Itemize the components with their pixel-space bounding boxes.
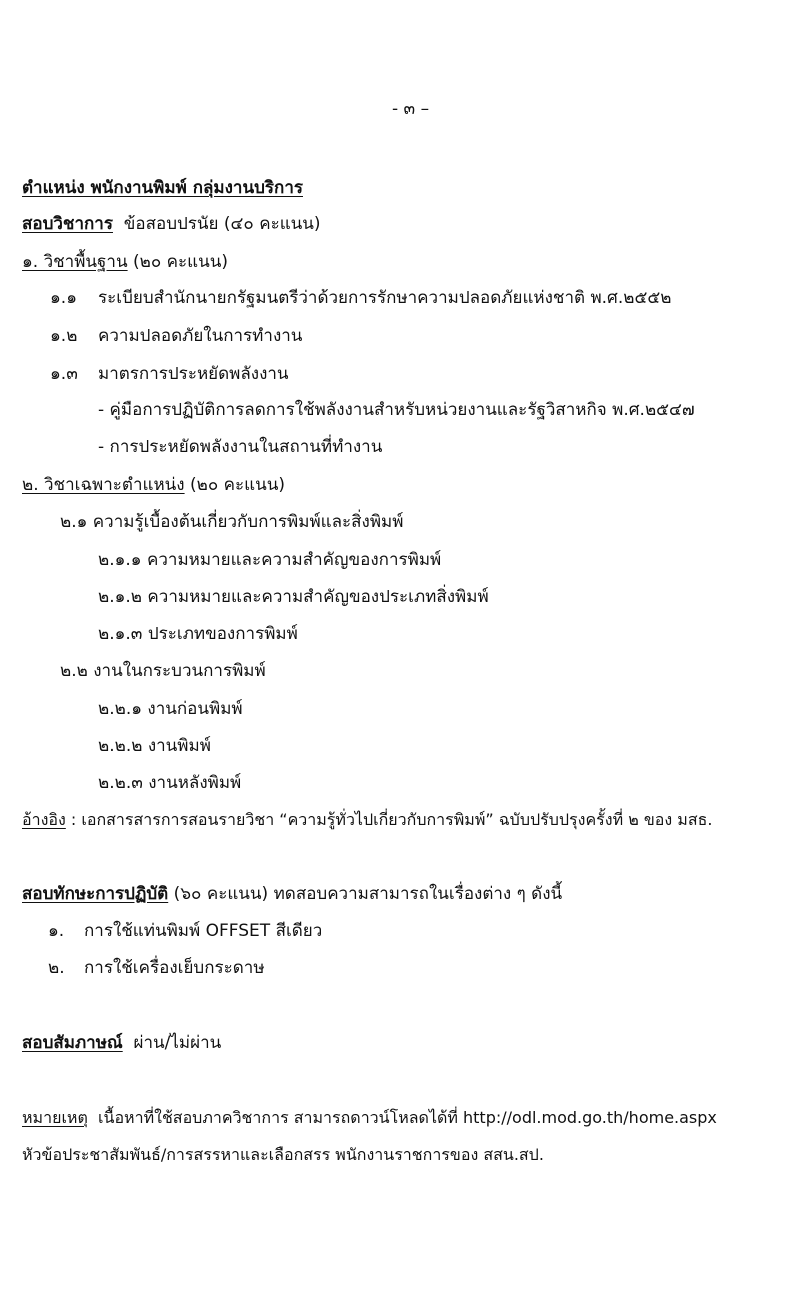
written-exam-header	[22, 213, 321, 235]
note-line1	[22, 1107, 717, 1129]
practical-item	[48, 920, 323, 942]
item-number: ๑.๒	[50, 326, 78, 346]
section2-group1-title: ๒.๑ ความรู้เบื้องต้นเกี่ยวกับการพิมพ์และสิ่งพิมพ์	[60, 512, 404, 532]
item-text: มาตรการประหยัดพลังงาน	[98, 364, 289, 384]
reference-label: อ้างอิง	[22, 810, 66, 829]
section1-item	[50, 287, 672, 309]
item-number: ๑.๓	[50, 364, 78, 384]
section1-subitem: - การประหยัดพลังงานในสถานที่ทำงาน	[98, 437, 383, 457]
item-text: การใช้แท่นพิมพ์ OFFSET สีเดียว	[84, 921, 323, 941]
section2-group1-item: ๒.๑.๓ ประเภทของการพิมพ์	[98, 624, 298, 644]
practical-item	[48, 957, 265, 979]
item-text: ความปลอดภัยในการทำงาน	[98, 326, 303, 346]
note-label: หมายเหตุ	[22, 1108, 88, 1127]
item-number: ๒.	[48, 958, 65, 978]
section2-group1-item: ๒.๑.๒ ความหมายและความสำคัญของประเภทสิ่งพิมพ์	[98, 587, 489, 607]
item-number: ๑.	[48, 921, 65, 941]
practical-exam-description: (๖๐ คะแนน) ทดสอบความสามารถในเรื่องต่าง ๆ ดังนี้	[173, 884, 563, 904]
section1-item	[50, 325, 303, 347]
position-title: ตำแหน่ง พนักงานพิมพ์ กลุ่มงานบริการ	[22, 178, 303, 198]
written-exam-label: สอบวิชาการ	[22, 214, 113, 234]
section2-title: ๒. วิชาเฉพาะตำแหน่ง	[22, 475, 185, 495]
note-line2: หัวข้อประชาสัมพันธ์/การสรรหาและเลือกสรร พนักงานราชการของ สสน.สป.	[22, 1145, 544, 1164]
page-number: - ๓ –	[392, 99, 430, 119]
section1-title: ๑. วิชาพื้นฐาน	[22, 252, 128, 272]
section1-score: (๒๐ คะแนน)	[133, 252, 228, 272]
section1-item	[50, 363, 289, 385]
item-text: การใช้เครื่องเย็บกระดาษ	[84, 958, 265, 978]
interview-label: สอบสัมภาษณ์	[22, 1033, 123, 1053]
note-text: เนื้อหาที่ใช้สอบภาควิชาการ สามารถดาวน์โหลดได้ที่ http://odl.mod.go.th/home.aspx	[98, 1108, 717, 1127]
section2-score: (๒๐ คะแนน)	[190, 475, 285, 495]
section2-group2-item: ๒.๒.๓ งานหลังพิมพ์	[98, 773, 242, 793]
practical-exam-label: สอบทักษะการปฏิบัติ	[22, 884, 169, 904]
section1-subitem: - คู่มือการปฏิบัติการลดการใช้พลังงานสำหรับหน่วยงานและรัฐวิสาหกิจ พ.ศ.๒๕๔๗	[98, 400, 695, 420]
interview	[22, 1032, 221, 1054]
section1-header	[22, 251, 228, 273]
reference	[22, 809, 712, 831]
written-exam-description: ข้อสอบปรนัย (๔๐ คะแนน)	[123, 214, 321, 234]
interview-result: ผ่าน/ไม่ผ่าน	[133, 1033, 222, 1053]
item-text: ระเบียบสำนักนายกรัฐมนตรีว่าด้วยการรักษาความปลอดภัยแห่งชาติ พ.ศ.๒๕๕๒	[98, 288, 672, 308]
section2-group2-item: ๒.๒.๒ งานพิมพ์	[98, 736, 211, 756]
section2-header	[22, 474, 285, 496]
reference-text: : เอกสารสารการสอนรายวิชา “ความรู้ทั่วไปเกี่ยวกับการพิมพ์” ฉบับปรับปรุงครั้งที่ ๒ ของ มสธ.	[70, 810, 713, 829]
practical-exam-header	[22, 883, 562, 905]
section2-group1-item: ๒.๑.๑ ความหมายและความสำคัญของการพิมพ์	[98, 550, 442, 570]
item-number: ๑.๑	[50, 288, 77, 308]
section2-group2-item: ๒.๒.๑ งานก่อนพิมพ์	[98, 699, 243, 719]
section2-group2-title: ๒.๒ งานในกระบวนการพิมพ์	[60, 661, 266, 681]
